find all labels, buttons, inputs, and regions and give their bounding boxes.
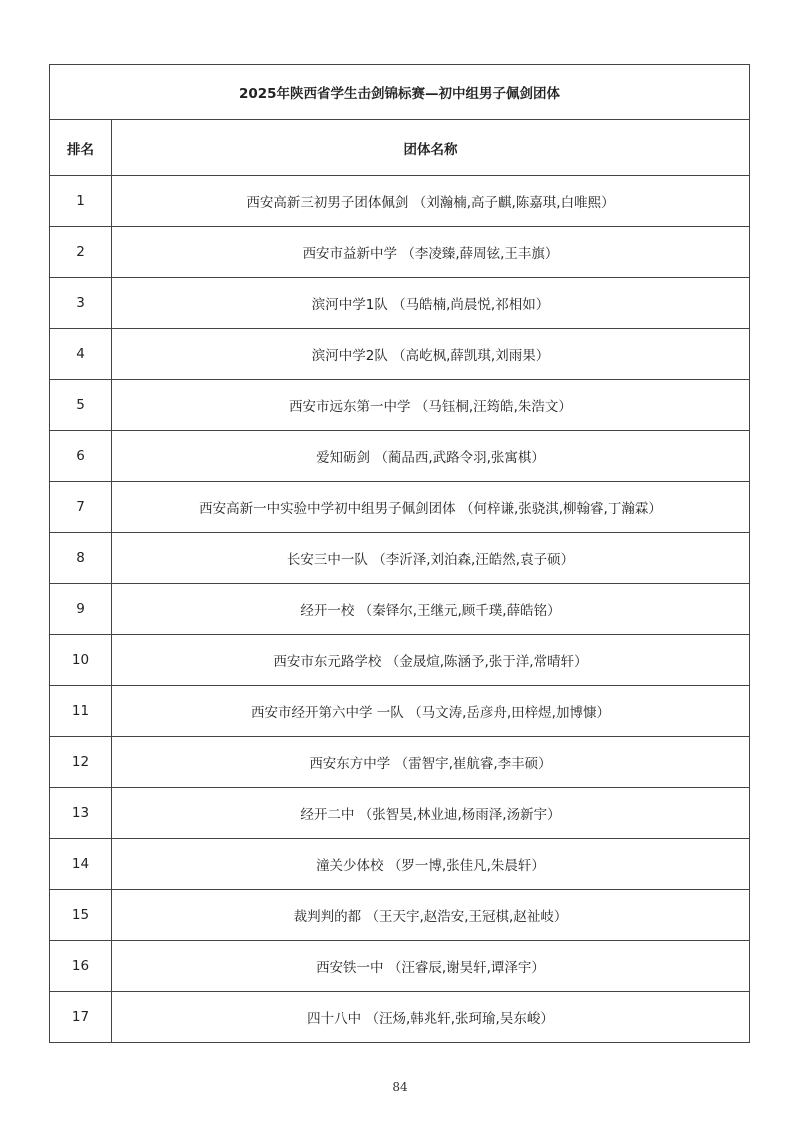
rank-cell: 16	[50, 941, 112, 992]
team-cell: 潼关少体校 （罗一博,张佳凡,朱晨轩）	[112, 839, 750, 890]
table-row	[50, 788, 750, 839]
team-cell: 西安东方中学 （雷智宇,崔航睿,李丰硕）	[112, 737, 750, 788]
table-title: 2025年陕西省学生击剑锦标赛—初中组男子佩剑团体	[50, 65, 750, 120]
rank-cell: 15	[50, 890, 112, 941]
rank-cell: 10	[50, 635, 112, 686]
rank-cell: 7	[50, 482, 112, 533]
team-cell: 四十八中 （汪炀,韩兆轩,张珂瑜,吴东峻）	[112, 992, 750, 1043]
table-header-row	[50, 120, 750, 176]
rank-column-header: 排名	[50, 120, 112, 176]
team-column-header: 团体名称	[112, 120, 750, 176]
table-row	[50, 737, 750, 788]
team-cell: 西安市远东第一中学 （马钰桐,汪筠皓,朱浩文）	[112, 380, 750, 431]
team-cell: 西安高新一中实验中学初中组男子佩剑团体 （何梓谦,张骁淇,柳翰睿,丁瀚霖）	[112, 482, 750, 533]
team-cell: 西安市经开第六中学 一队 （马文涛,岳彦舟,田梓煜,加博慷）	[112, 686, 750, 737]
rank-cell: 14	[50, 839, 112, 890]
rank-cell: 3	[50, 278, 112, 329]
rank-cell: 12	[50, 737, 112, 788]
rank-cell: 1	[50, 176, 112, 227]
table-row	[50, 380, 750, 431]
rank-cell: 5	[50, 380, 112, 431]
team-cell: 西安市东元路学校 （金晟煊,陈涵予,张于洋,常晴轩）	[112, 635, 750, 686]
rank-cell: 17	[50, 992, 112, 1043]
page-number: 84	[392, 1080, 408, 1094]
rank-cell: 6	[50, 431, 112, 482]
team-cell: 西安高新三初男子团体佩剑 （刘瀚楠,高子麒,陈嘉琪,白唯熙）	[112, 176, 750, 227]
table-row	[50, 839, 750, 890]
results-table	[49, 64, 750, 1043]
table-row	[50, 941, 750, 992]
rank-cell: 9	[50, 584, 112, 635]
table-row	[50, 686, 750, 737]
rank-cell: 8	[50, 533, 112, 584]
table-row	[50, 482, 750, 533]
rank-cell: 11	[50, 686, 112, 737]
rank-cell: 13	[50, 788, 112, 839]
rank-cell: 4	[50, 329, 112, 380]
table-row	[50, 278, 750, 329]
team-cell: 裁判判的都 （王天宇,赵浩安,王冠棋,赵祉岐）	[112, 890, 750, 941]
table-row	[50, 227, 750, 278]
table-row	[50, 533, 750, 584]
team-cell: 西安市益新中学 （李凌臻,薛周铉,王丰旗）	[112, 227, 750, 278]
table-row	[50, 431, 750, 482]
team-cell: 滨河中学1队 （马皓楠,尚晨悦,祁相如）	[112, 278, 750, 329]
table-row	[50, 635, 750, 686]
table-row	[50, 890, 750, 941]
rank-cell: 2	[50, 227, 112, 278]
table-row	[50, 176, 750, 227]
table-row	[50, 992, 750, 1043]
team-cell: 爱知砺剑 （蔺品西,武路令羽,张寓棋）	[112, 431, 750, 482]
team-cell: 经开二中 （张智昊,林业迪,杨雨泽,汤新宇）	[112, 788, 750, 839]
table-row	[50, 584, 750, 635]
table-body	[50, 176, 750, 1043]
team-cell: 滨河中学2队 （高屹枫,薛凯琪,刘雨果）	[112, 329, 750, 380]
team-cell: 经开一校 （秦铎尔,王继元,顾千璞,薛皓铭）	[112, 584, 750, 635]
table-row	[50, 329, 750, 380]
team-cell: 西安铁一中 （汪睿辰,谢昊轩,谭泽宇）	[112, 941, 750, 992]
team-cell: 长安三中一队 （李沂泽,刘泊森,汪皓然,袁子硕）	[112, 533, 750, 584]
table-title-row	[50, 65, 750, 120]
